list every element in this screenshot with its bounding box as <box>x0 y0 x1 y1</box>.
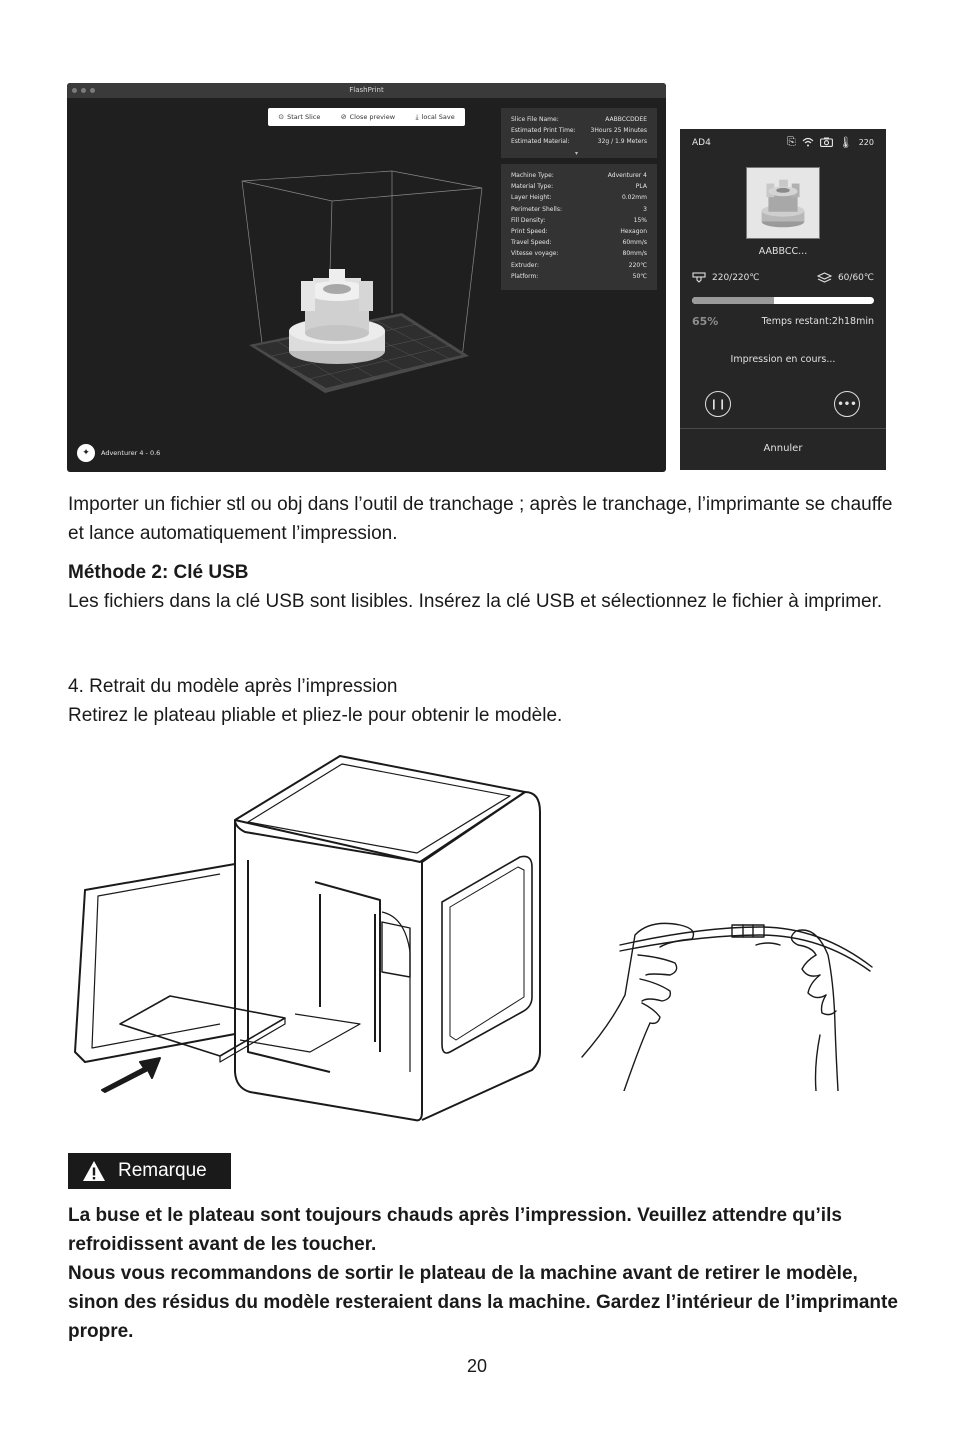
setting-value: 15% <box>633 216 647 224</box>
setting-value: 0.02mm <box>621 194 647 202</box>
info-key: Slice File Name: <box>511 116 559 123</box>
step4-heading: 4. Retrait du modèle après l’impression <box>68 676 398 697</box>
info-value: 32g / 1.9 Meters <box>597 138 647 146</box>
top-temperature: 220 <box>858 137 874 147</box>
remark-badge <box>68 1153 231 1189</box>
setting-key: Layer Height: <box>511 194 552 202</box>
method2-paragraph: Les fichiers dans la clé USB sont lisibles. Insérez la clé USB et sélectionnez le fichier à imprimer. <box>68 591 883 612</box>
progress-bar <box>692 297 874 304</box>
play-circle-icon: ⊙ <box>278 112 285 121</box>
setting-key: Fill Density: <box>511 216 546 224</box>
machine-label: Adventurer 4 - 0.6 <box>101 449 161 457</box>
setting-value: Hexagon <box>620 228 647 236</box>
info-value: 3Hours 25 Minutes <box>590 127 647 135</box>
progress-bar-fill <box>692 297 774 304</box>
flashprint-window <box>67 83 666 472</box>
printer-logo-icon: ✦ <box>77 444 95 462</box>
more-options-button[interactable] <box>834 391 860 417</box>
layers-icon <box>817 272 832 284</box>
method2-heading: Méthode 2: Clé USB <box>68 562 249 583</box>
remark-label: Remarque <box>118 1160 207 1181</box>
setting-value: 60mm/s <box>622 239 647 247</box>
chevron-down-icon[interactable]: ▾ <box>575 150 579 157</box>
close-preview-label: Close preview <box>349 113 396 121</box>
setting-row <box>511 215 647 226</box>
setting-row <box>511 204 647 215</box>
setting-row <box>511 248 647 259</box>
setting-key: Platform: <box>511 272 539 280</box>
print-status: Impression en cours... <box>730 354 836 365</box>
setting-value: 80mm/s <box>622 250 647 258</box>
no-entry-icon: ⊘ <box>340 112 347 121</box>
nozzle-icon <box>692 272 706 283</box>
setting-row <box>511 192 647 203</box>
preview-toolbar <box>268 108 465 126</box>
intro-paragraph: Importer un fichier stl ou obj dans l’outil de tranchage ; après le tranchage, l’imprimante se chauffe et lance automatiquement l’impression. <box>68 494 893 544</box>
start-slice-label: Start Slice <box>287 113 321 121</box>
warning-remove-plate: Nous vous recommandons de sortir le plateau de la machine avant de retirer le modèle, sinon des résidus du modèle resteraient dans la machine. Gardez l’intérieur de l’imprimante propre. <box>68 1263 898 1342</box>
close-preview-button[interactable] <box>341 113 395 121</box>
pause-button[interactable] <box>705 391 731 417</box>
local-save-button[interactable] <box>415 113 454 121</box>
info-key: Estimated Print Time: <box>511 127 576 135</box>
setting-key: Machine Type: <box>511 172 554 179</box>
divider <box>680 428 886 429</box>
setting-row <box>511 237 647 248</box>
setting-value: 220℃ <box>628 261 647 269</box>
status-bar <box>787 135 874 149</box>
window-titlebar <box>67 83 666 98</box>
build-volume-preview[interactable] <box>217 153 517 403</box>
window-title: FlashPrint <box>349 86 384 94</box>
more-icon: ••• <box>837 398 857 410</box>
warning-icon <box>82 1160 106 1182</box>
time-remaining: Temps restant:2h18min <box>761 316 874 327</box>
setting-key: Print Speed: <box>511 228 548 236</box>
bed-temperature <box>817 272 874 284</box>
setting-value: 3 <box>643 205 647 213</box>
warning-hot-parts: La buse et le plateau sont toujours chauds après l’impression. Veuillez attendre qu’ils refroidissent avant de les toucher. <box>68 1205 842 1255</box>
slice-info-panel <box>501 108 657 158</box>
slice-info-row <box>511 136 647 147</box>
setting-row <box>511 170 647 181</box>
usb-icon: ⎘ <box>786 135 796 148</box>
setting-key: Extruder: <box>511 261 539 269</box>
nozzle-temp-value: 220/220℃ <box>712 272 760 283</box>
bending-plate-illustration <box>580 905 886 1091</box>
slice-info-row <box>511 114 647 125</box>
pause-icon: ❙❙ <box>709 398 727 410</box>
slice-info-row <box>511 125 647 136</box>
setting-key: Travel Speed: <box>511 239 552 247</box>
setting-row <box>511 271 647 282</box>
file-name: AABBCC... <box>758 246 808 257</box>
nozzle-temperature <box>692 272 760 283</box>
setting-value: Adventurer 4 <box>607 172 647 179</box>
printer-name: AD4 <box>692 138 711 148</box>
setting-value: PLA <box>635 183 647 191</box>
setting-row <box>511 260 647 271</box>
start-slice-button[interactable] <box>278 113 320 121</box>
machine-selector[interactable] <box>77 444 160 462</box>
setting-key: Material Type: <box>511 183 554 191</box>
setting-row <box>511 226 647 237</box>
info-value: AABBCCDDEE <box>605 116 647 123</box>
model-thumbnail[interactable] <box>746 167 820 239</box>
local-save-label: local Save <box>421 113 455 121</box>
print-settings-panel <box>501 164 657 290</box>
step4-paragraph: Retirez le plateau pliable et pliez-le pour obtenir le modèle. <box>68 705 563 726</box>
printer-plate-removal-illustration <box>70 752 550 1128</box>
setting-key: Vitesse voyage: <box>511 250 559 258</box>
download-icon: ⤓ <box>415 112 419 121</box>
setting-value: 50℃ <box>632 272 647 280</box>
printer-screen <box>680 129 886 470</box>
camera-icon <box>820 137 833 147</box>
cancel-button[interactable]: Annuler <box>763 443 803 454</box>
setting-key: Perimeter Shells: <box>511 205 562 213</box>
info-key: Estimated Material: <box>511 138 570 146</box>
setting-row <box>511 181 647 192</box>
warning-text <box>68 1201 898 1346</box>
page-number: 20 <box>466 1356 488 1376</box>
wifi-icon <box>802 137 814 147</box>
progress-percent: 65% <box>692 315 719 328</box>
bed-temp-value: 60/60℃ <box>837 273 874 283</box>
thermometer-icon: 🌡︎ <box>838 135 853 149</box>
